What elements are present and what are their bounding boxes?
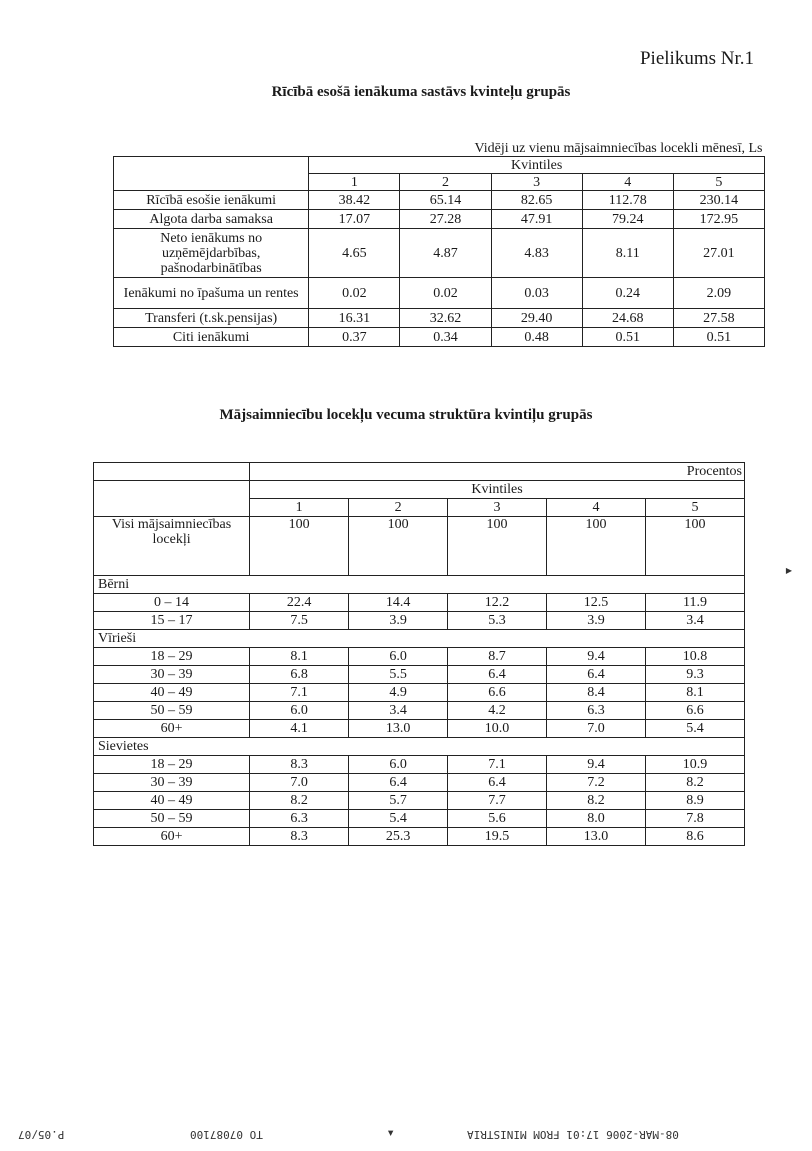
- cell: 5.3: [448, 612, 547, 630]
- table-row: [94, 684, 745, 702]
- group-label: Bērni: [94, 576, 745, 594]
- table-row: [94, 810, 745, 828]
- row-label: Algota darba samaksa: [114, 210, 309, 229]
- cell: 27.28: [400, 210, 491, 229]
- cell: 19.5: [448, 828, 547, 846]
- cell: 12.2: [448, 594, 547, 612]
- column-header: 5: [645, 499, 744, 517]
- cell: 14.4: [349, 594, 448, 612]
- column-header: 3: [491, 174, 582, 191]
- cell: 0.24: [582, 278, 673, 309]
- table-row: [94, 648, 745, 666]
- table-row: [94, 828, 745, 846]
- row-label: 60+: [94, 828, 250, 846]
- cell: 4.65: [309, 229, 400, 278]
- cell: 27.58: [673, 309, 764, 328]
- cell: 6.4: [448, 774, 547, 792]
- cell: 25.3: [349, 828, 448, 846]
- table-row: [94, 612, 745, 630]
- column-header: 4: [582, 174, 673, 191]
- table2-unit: Procentos: [250, 463, 745, 481]
- row-label: Neto ienākums no uzņēmējdarbības, pašnodarbinātības: [114, 229, 309, 278]
- column-header: 3: [448, 499, 547, 517]
- row-label: 40 – 49: [94, 792, 250, 810]
- cell: 13.0: [547, 828, 646, 846]
- cell: 7.1: [250, 684, 349, 702]
- cell: 7.1: [448, 756, 547, 774]
- cell: 4.2: [448, 702, 547, 720]
- group-row: [94, 738, 745, 756]
- annex-label: Pielikums Nr.1: [639, 48, 754, 69]
- cell: 4.9: [349, 684, 448, 702]
- table-row: [94, 594, 745, 612]
- table-row: [114, 229, 765, 278]
- cell: 5.6: [448, 810, 547, 828]
- cell: 8.4: [547, 684, 646, 702]
- cell: 82.65: [491, 191, 582, 210]
- row-label: Ienākumi no īpašuma un rentes: [114, 278, 309, 309]
- row-label: 50 – 59: [94, 702, 250, 720]
- column-header: 1: [250, 499, 349, 517]
- row-label: 15 – 17: [94, 612, 250, 630]
- table-row: [114, 191, 765, 210]
- cell: 7.0: [547, 720, 646, 738]
- table1-group-header: Kvintiles: [309, 157, 765, 174]
- cell: 0.51: [673, 328, 764, 347]
- cell: 8.7: [448, 648, 547, 666]
- table1-title: Rīcībā esošā ienākuma sastāvs kvinteļu grupās: [271, 84, 571, 100]
- cell: 32.62: [400, 309, 491, 328]
- row-label: Citi ienākumi: [114, 328, 309, 347]
- cell: 9.4: [547, 648, 646, 666]
- cell: 3.4: [349, 702, 448, 720]
- cell: 6.6: [448, 684, 547, 702]
- cell: 8.3: [250, 756, 349, 774]
- cell: 0.48: [491, 328, 582, 347]
- cell: 0.34: [400, 328, 491, 347]
- age-structure-table: [93, 462, 745, 846]
- cell: 6.3: [250, 810, 349, 828]
- cell: 9.3: [645, 666, 744, 684]
- cell: 100: [349, 517, 448, 576]
- table-row: [114, 278, 765, 309]
- cell: 172.95: [673, 210, 764, 229]
- cell: 5.4: [645, 720, 744, 738]
- cell: 5.7: [349, 792, 448, 810]
- triangle-icon: ▲: [388, 1128, 394, 1138]
- cell: 100: [547, 517, 646, 576]
- row-label: 40 – 49: [94, 684, 250, 702]
- cell: 8.9: [645, 792, 744, 810]
- table-row: [94, 702, 745, 720]
- cell: 4.1: [250, 720, 349, 738]
- fax-from: 08-MAR-2006 17:01 FROM MINISTRIA: [467, 1128, 679, 1141]
- cell: 230.14: [673, 191, 764, 210]
- cell: 0.02: [400, 278, 491, 309]
- cell: 5.5: [349, 666, 448, 684]
- column-header: 2: [400, 174, 491, 191]
- cell: 12.5: [547, 594, 646, 612]
- row-label: 30 – 39: [94, 774, 250, 792]
- group-row: [94, 576, 745, 594]
- row-label: 18 – 29: [94, 648, 250, 666]
- column-header: 4: [547, 499, 646, 517]
- cell: 7.7: [448, 792, 547, 810]
- column-header: 1: [309, 174, 400, 191]
- cell: 13.0: [349, 720, 448, 738]
- cell: 79.24: [582, 210, 673, 229]
- cell: 6.4: [349, 774, 448, 792]
- cell: 7.0: [250, 774, 349, 792]
- cell: 10.0: [448, 720, 547, 738]
- table-row: [114, 328, 765, 347]
- cell: 9.4: [547, 756, 646, 774]
- cell: 0.02: [309, 278, 400, 309]
- table-row: [94, 517, 745, 576]
- cell: 100: [448, 517, 547, 576]
- row-label: Transferi (t.sk.pensijas): [114, 309, 309, 328]
- table2-title: Mājsaimniecību locekļu vecuma struktūra kvintiļu grupās: [219, 407, 593, 423]
- cell: 16.31: [309, 309, 400, 328]
- cell: 11.9: [645, 594, 744, 612]
- table-row: [94, 666, 745, 684]
- cell: 10.8: [645, 648, 744, 666]
- cell: 0.03: [491, 278, 582, 309]
- table-row: [94, 792, 745, 810]
- cell: 29.40: [491, 309, 582, 328]
- cell: 65.14: [400, 191, 491, 210]
- cell: 8.2: [547, 792, 646, 810]
- cell: 6.0: [349, 756, 448, 774]
- row-label: Rīcībā esošie ienākumi: [114, 191, 309, 210]
- row-label: 0 – 14: [94, 594, 250, 612]
- row-label: Visi mājsaimniecības locekļi: [94, 517, 250, 576]
- cell: 100: [645, 517, 744, 576]
- row-label: 60+: [94, 720, 250, 738]
- row-label: 18 – 29: [94, 756, 250, 774]
- cell: 3.9: [547, 612, 646, 630]
- row-label: 50 – 59: [94, 810, 250, 828]
- cell: 8.2: [645, 774, 744, 792]
- cell: 27.01: [673, 229, 764, 278]
- cell: 0.51: [582, 328, 673, 347]
- fax-page: P.05/07: [18, 1128, 65, 1141]
- table-row: [94, 720, 745, 738]
- cell: 24.68: [582, 309, 673, 328]
- cell: 0.37: [309, 328, 400, 347]
- group-row: [94, 630, 745, 648]
- row-label: 30 – 39: [94, 666, 250, 684]
- cell: 8.11: [582, 229, 673, 278]
- cell: 10.9: [645, 756, 744, 774]
- cell: 112.78: [582, 191, 673, 210]
- cell: 8.1: [645, 684, 744, 702]
- cell: 5.4: [349, 810, 448, 828]
- income-composition-table: [113, 140, 765, 347]
- table1-unit: Vidēji uz vienu mājsaimniecības locekli mēnesī, Ls: [474, 140, 763, 156]
- table-row: [94, 756, 745, 774]
- cell: 8.0: [547, 810, 646, 828]
- cell: 47.91: [491, 210, 582, 229]
- cell: 3.9: [349, 612, 448, 630]
- group-label: Sievietes: [94, 738, 745, 756]
- triangle-marker-icon: ▶: [785, 566, 792, 575]
- cell: 6.4: [547, 666, 646, 684]
- cell: 2.09: [673, 278, 764, 309]
- table2-group-header: Kvintiles: [250, 481, 745, 499]
- cell: 6.3: [547, 702, 646, 720]
- cell: 8.2: [250, 792, 349, 810]
- cell: 17.07: [309, 210, 400, 229]
- cell: 7.2: [547, 774, 646, 792]
- cell: 22.4: [250, 594, 349, 612]
- cell: 8.1: [250, 648, 349, 666]
- group-label: Vīrieši: [94, 630, 745, 648]
- cell: 6.6: [645, 702, 744, 720]
- cell: 6.0: [349, 648, 448, 666]
- cell: 100: [250, 517, 349, 576]
- cell: 4.87: [400, 229, 491, 278]
- cell: 8.3: [250, 828, 349, 846]
- table-row: [114, 309, 765, 328]
- table-row: [114, 210, 765, 229]
- cell: 6.8: [250, 666, 349, 684]
- column-header: 5: [673, 174, 764, 191]
- cell: 8.6: [645, 828, 744, 846]
- cell: 6.0: [250, 702, 349, 720]
- fax-to: TO 07087100: [190, 1128, 263, 1141]
- cell: 3.4: [645, 612, 744, 630]
- fax-footer: [0, 1128, 812, 1144]
- cell: 38.42: [309, 191, 400, 210]
- cell: 4.83: [491, 229, 582, 278]
- cell: 7.8: [645, 810, 744, 828]
- column-header: 2: [349, 499, 448, 517]
- cell: 7.5: [250, 612, 349, 630]
- cell: 6.4: [448, 666, 547, 684]
- table-row: [94, 774, 745, 792]
